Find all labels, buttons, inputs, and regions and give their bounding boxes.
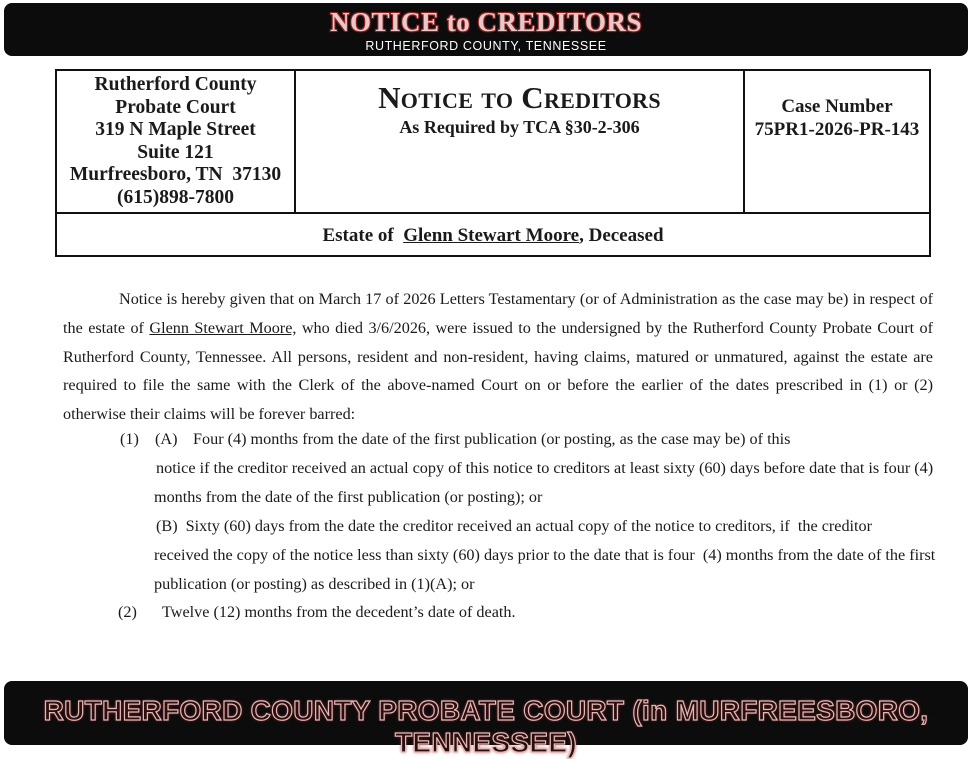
estate-suffix: , Deceased: [579, 225, 664, 246]
notice-subtitle: As Required by TCA §30-2-306: [399, 117, 640, 137]
item-1b-line3: publication (or posting) as described in (1)(A); or: [154, 575, 475, 593]
item-2-text: Twelve (12) months from the decedent’s date of death.: [162, 603, 516, 621]
item-1a-line1: Four (4) months from the date of the first publication (or posting, as the case may be) of this: [193, 430, 791, 448]
bottom-banner: [4, 681, 968, 758]
estate-prefix: Estate of: [322, 225, 394, 246]
notice-title-block: [296, 71, 743, 212]
paragraph-text-2: who died 3/6/2026, were issued to the undersigned by the Rutherford County Probate Court of Rutherford County, Tennessee. All persons, resident and non-resident, having claims, matured or unmatured, against the estate are required to file the same with the Clerk of the above-named Court on or before the earlier of the dates prescribed in (1) or (2) otherwise their claims will be forever barred:: [63, 318, 933, 424]
case-number: 75PR1-2026-PR-143: [754, 119, 920, 140]
paragraph-text-1: Notice is hereby given that on March 17 of 2026 Letters Testamentary (or of Administration as the case may be) in respect of the estate of: [63, 290, 933, 337]
item-2-number: (2): [118, 603, 137, 621]
item-1a-line3: months from the date of the first publication (or posting); or: [154, 488, 543, 506]
item-1b-line1: (B) Sixty (60) days from the date the creditor received an actual copy of the notice to creditors, if the creditor: [156, 517, 873, 535]
bottom-banner-text: RUTHERFORD COUNTY PROBATE COURT (in MURFREESBORO, TENNESSEE): [43, 695, 929, 758]
banner-subtitle: RUTHERFORD COUNTY, TENNESSEE: [365, 39, 607, 53]
banner-title: NOTICE to CREDITORS: [329, 7, 643, 37]
notice-header-table: [55, 69, 931, 257]
court-name-line1: Rutherford County: [94, 74, 257, 95]
court-name-line2: Probate Court: [115, 96, 236, 118]
estate-row: [57, 212, 929, 255]
court-address-line2: Suite 121: [137, 141, 214, 163]
court-address-block: [57, 71, 296, 212]
item-1b-line2: received the copy of the notice less than sixty (60) days prior to the date that is four (4) months from the date of the first: [154, 546, 936, 564]
item-1a-line2: notice if the creditor received an actual copy of this notice to creditors at least sixty (60) days before date that is four (4): [156, 459, 934, 477]
notice-paragraph: [63, 285, 933, 429]
top-banner: [4, 3, 968, 56]
item-1a-label: (A): [155, 430, 178, 448]
notice-title: Notice to Creditors: [378, 80, 661, 115]
case-number-label: Case Number: [781, 96, 893, 117]
court-city-line: Murfreesboro, TN 37130: [69, 164, 282, 185]
decedent-name: Glenn Stewart Moore,: [149, 318, 297, 337]
court-address-line1: 319 N Maple Street: [95, 119, 256, 140]
estate-name: Glenn Stewart Moore: [403, 225, 580, 246]
case-number-block: [743, 71, 929, 212]
item-1-number: (1): [120, 430, 139, 448]
court-phone: (615)898-7800: [117, 186, 234, 208]
